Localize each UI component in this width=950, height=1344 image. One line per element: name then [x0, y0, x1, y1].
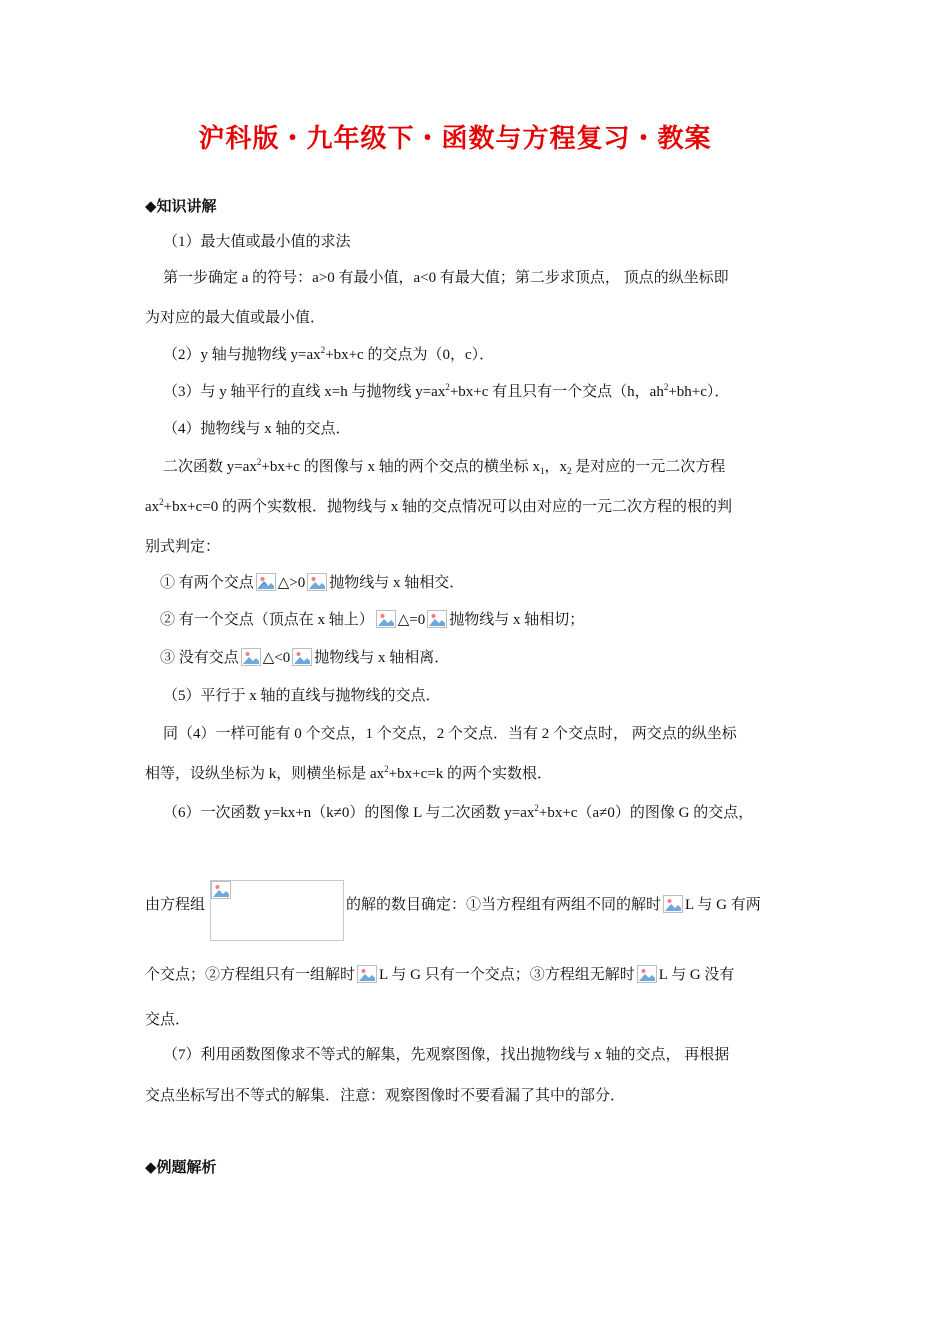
text-line: 相等，设纵坐标为 k，则横坐标是 $ax^2+bx+c=k$ 的两个实数根．	[145, 764, 552, 782]
text-line: $ax^2+bx+c=0$ 的两个实数根．抛物线与 x 轴的交点情况可以由对应的一元二次方程的根的判	[145, 497, 732, 515]
text-line: （5）平行于 x 轴的直线与抛物线的交点．	[163, 688, 441, 704]
equation-system-image	[210, 880, 344, 941]
text-line: （7）利用函数图像求不等式的解集，先观察图像，找出抛物线与 x 轴的交点， 再根据	[163, 1047, 730, 1063]
broken-image-icon	[376, 610, 396, 628]
text-line: （6）一次函数 y=kx+n（k≠0）的图像 L 与二次函数 $y=ax^2+bx+c(a\ne 0)$的图像 G 的交点，	[163, 803, 754, 821]
text-line: 交点．	[145, 1012, 191, 1028]
text-line: 个交点；②方程组只有一组解时 L 与 G 只有一个交点；③方程组无解时 L 与 G 没有	[145, 967, 735, 983]
broken-image-icon	[211, 881, 231, 899]
broken-image-icon	[427, 610, 447, 628]
broken-image-icon	[357, 965, 377, 983]
broken-image-icon	[637, 965, 657, 983]
example-heading: ◆例题解析	[145, 1158, 217, 1176]
text-line: 第一步确定 a 的符号：a>0 有最小值，a<0 有最大值；第二步求顶点， 顶点的纵坐标即	[163, 270, 729, 286]
text-line: 由方程组	[145, 897, 206, 913]
text-line: （4）抛物线与 x 轴的交点．	[163, 421, 351, 437]
text-line: 别式判定：	[145, 539, 221, 555]
broken-image-icon	[292, 648, 312, 666]
text-line: （3）与 y 轴平行的直线 x=h 与抛物线 $y=ax^2+bx+c$ 有且只有一个交点（h，$ah^2+bh+c$）．	[163, 382, 730, 400]
broken-image-icon	[663, 895, 683, 913]
text-line: 为对应的最大值或最小值．	[145, 310, 326, 326]
text-line: ③ 没有交点 △<0 抛物线与 x 轴相离．	[160, 650, 450, 666]
text-line: （1）最大值或最小值的求法	[163, 234, 351, 250]
text-line: ② 有一个交点（顶点在 x 轴上） △=0 抛物线与 x 轴相切；	[160, 612, 585, 628]
text-line: 同（4）一样可能有 0 个交点，1 个交点，2 个交点．当有 2 个交点时， 两交点的纵坐标	[163, 726, 737, 742]
text-line: （2）y 轴与抛物线 $y=ax^2+bx+c$ 的交点为（0，c）．	[163, 345, 495, 363]
text-line: 二次函数 $y=ax^2+bx+c$ 的图像与 x 轴的两个交点的横坐标 $x_1$，$x_2$ 是对应的一元二次方程	[163, 457, 726, 476]
broken-image-icon	[256, 573, 276, 591]
page-title: 沪科版・九年级下・函数与方程复习・教案	[198, 124, 712, 154]
knowledge-heading: ◆知识讲解	[145, 197, 217, 215]
text-line: ① 有两个交点 △>0 抛物线与 x 轴相交．	[160, 575, 465, 591]
text-line: 交点坐标写出不等式的解集．注意：观察图像时不要看漏了其中的部分．	[145, 1088, 626, 1104]
broken-image-icon	[241, 648, 261, 666]
broken-image-icon	[307, 573, 327, 591]
text-line: 的解的数目确定：①当方程组有两组不同的解时 L 与 G 有两	[346, 897, 761, 913]
